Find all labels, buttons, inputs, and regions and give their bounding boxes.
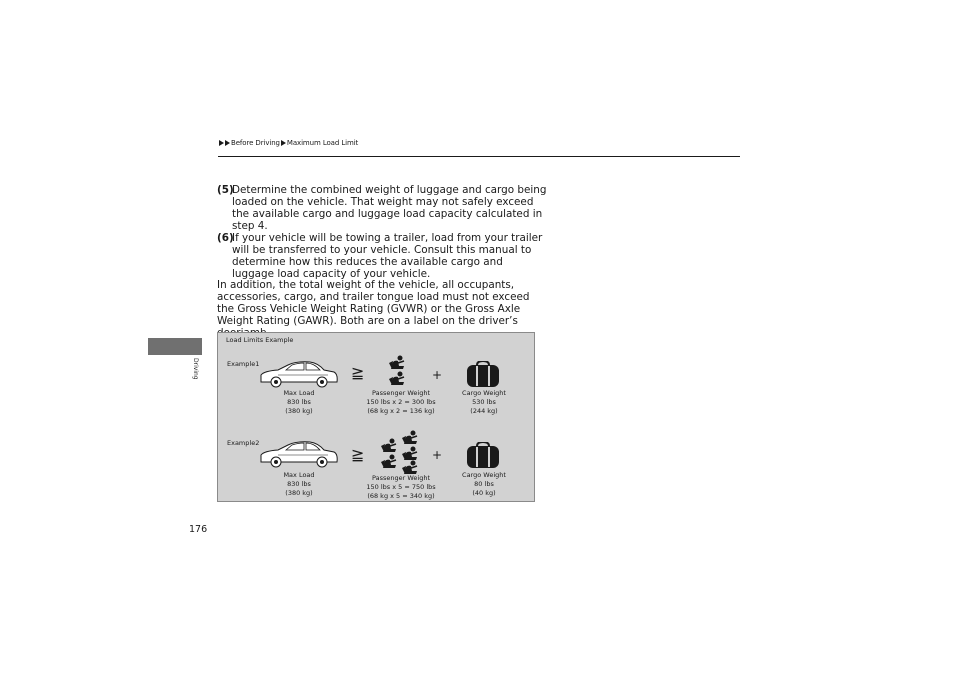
passenger-icon [379,454,399,470]
arrow-icon [225,140,230,146]
step-item [217,184,547,232]
section-tab[interactable] [148,338,202,355]
max-load-title: Max Load [283,389,315,397]
car-icon [258,440,340,470]
passenger-weight-lbs: 150 lbs x 5 = 750 lbs [366,483,436,491]
passenger-icon [387,371,407,387]
cargo-weight-lbs: 530 lbs [472,398,496,406]
passenger-icon [387,355,407,371]
arrow-icon [219,140,224,146]
breadcrumb [219,139,358,147]
plus-symbol: + [432,368,443,382]
passenger-weight-lbs: 150 lbs x 2 = 300 lbs [366,398,436,406]
passenger-weight-kg: (68 kg x 2 = 136 kg) [367,407,435,415]
max-load-lbs: 830 lbs [287,480,311,488]
max-load-kg: (380 kg) [285,489,313,497]
max-load-kg: (380 kg) [285,407,313,415]
max-load-lbs: 830 lbs [287,398,311,406]
max-load-label [264,471,334,498]
steps-list [217,184,547,280]
step-text: If your vehicle will be towing a trailer, load from your trailer will be transferred to your vehicle. Consult this manual to determine how this reduces the available cargo and luggage load capacity of your vehicle. [232,232,543,280]
breadcrumb-topic[interactable]: Maximum Load Limit [286,139,359,147]
figure-title: Load Limits Example [226,336,294,344]
breadcrumb-section[interactable]: Before Driving [231,139,280,147]
greater-equal-symbol: ≧ [351,363,365,382]
cargo-weight-label [449,389,519,416]
max-load-label [264,389,334,416]
section-tab-label: Driving [192,358,199,380]
cargo-weight-kg: (244 kg) [470,407,498,415]
step-number: (6) [217,232,234,244]
passenger-weight-label [351,474,451,501]
cargo-weight-label [449,471,519,498]
luggage-icon [466,361,500,388]
luggage-icon [466,442,500,469]
passenger-weight-title: Passenger Weight [371,389,430,397]
example-label: Example2 [227,439,260,447]
plus-symbol: + [432,448,443,462]
page-number: 176 [189,524,208,535]
step-number: (5) [217,184,234,196]
passenger-weight-title: Passenger Weight [371,474,430,482]
cargo-weight-title: Cargo Weight [462,389,506,397]
cargo-weight-kg: (40 kg) [472,489,496,497]
step-item [217,232,547,280]
example-label: Example1 [227,360,260,368]
max-load-title: Max Load [283,471,315,479]
greater-equal-symbol: ≧ [351,445,365,464]
header-rule [218,156,740,157]
cargo-weight-title: Cargo Weight [462,471,506,479]
arrow-icon [281,140,286,146]
passenger-icon [400,430,420,446]
passenger-icon [379,438,399,454]
load-limits-figure [217,332,535,502]
step-text: Determine the combined weight of luggage and cargo being loaded on the vehicle. That weight may not safely exceed the available cargo and luggage load capacity calculated in step 4. [232,184,547,232]
passenger-weight-label [351,389,451,416]
cargo-weight-lbs: 80 lbs [474,480,494,488]
car-icon [258,360,340,390]
passenger-weight-kg: (68 kg x 5 = 340 kg) [367,492,435,500]
body-paragraph: In addition, the total weight of the vehicle, all occupants, accessories, cargo, and trailer tongue load must not exceed the Gross Vehicle Weight Rating (GVWR) or the Gross Axle Weight Rating (GAWR). Both are on a label on the driver’s [217,279,530,327]
